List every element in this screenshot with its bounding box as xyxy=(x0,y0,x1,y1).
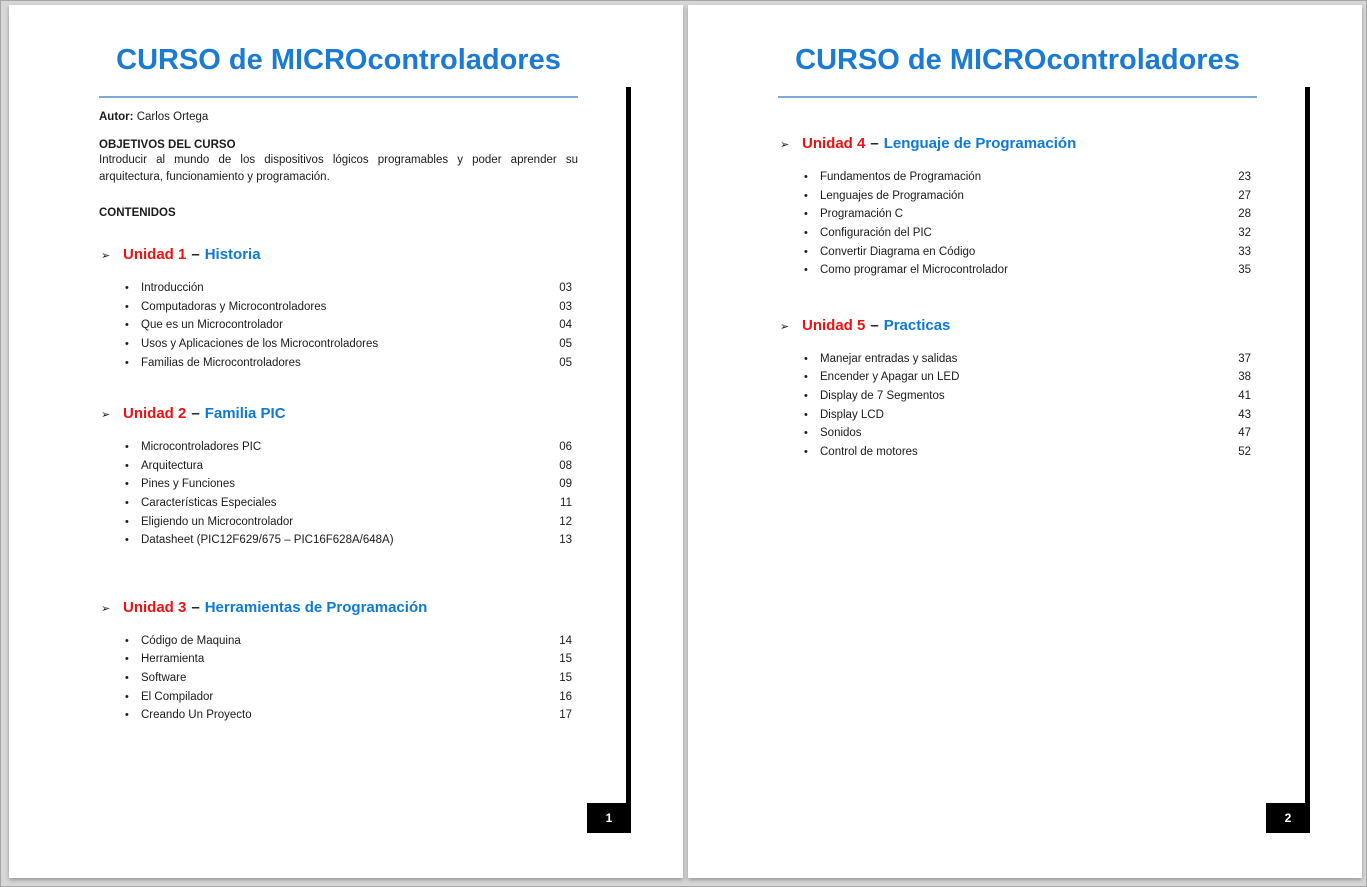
bullet-icon: • xyxy=(804,445,808,458)
arrow-bullet-icon: ➢ xyxy=(780,139,790,151)
page-title: CURSO de MICROcontroladores xyxy=(795,44,1240,76)
toc-item-page-number: 04 xyxy=(559,319,572,332)
arrow-bullet-icon: ➢ xyxy=(101,602,111,615)
bullet-icon: • xyxy=(125,534,129,547)
author-label: Autor: xyxy=(99,111,134,123)
toc-item-page-number: 32 xyxy=(1238,227,1251,240)
toc-section-unidad-3 xyxy=(99,598,578,725)
toc-item-page-number: 43 xyxy=(1238,408,1251,421)
unit-number: Unidad 1 xyxy=(123,246,187,263)
toc-item-page-number: 52 xyxy=(1238,445,1251,458)
toc-item-page-number: 35 xyxy=(1238,264,1251,277)
unit-number: Unidad 2 xyxy=(123,404,187,422)
toc-item-page-number: 03 xyxy=(559,300,572,313)
unit-dash: – xyxy=(191,404,200,422)
bullet-icon: • xyxy=(125,282,129,295)
toc-item-page-number: 16 xyxy=(559,690,572,703)
document-page-2[interactable] xyxy=(688,5,1362,878)
arrow-bullet-icon: ➢ xyxy=(101,250,111,262)
toc-item-row xyxy=(99,438,578,457)
toc-item-label: Lenguajes de Programación xyxy=(820,189,964,202)
toc-item-row xyxy=(778,387,1257,406)
toc-list xyxy=(778,350,1257,462)
arrow-bullet-icon: ➢ xyxy=(780,320,790,333)
bullet-icon: • xyxy=(804,264,808,277)
title-divider-rule xyxy=(99,96,578,98)
title-divider-rule xyxy=(778,96,1257,98)
bullet-icon: • xyxy=(125,478,129,491)
unit-topic: Historia xyxy=(204,246,261,263)
toc-item-row xyxy=(778,443,1257,462)
toc-item-page-number: 06 xyxy=(559,441,572,454)
unit-number: Unidad 4 xyxy=(802,135,866,152)
author-name: Carlos Ortega xyxy=(136,111,209,123)
toc-item-page-number: 05 xyxy=(559,338,572,351)
toc-item-label: Manejar entradas y salidas xyxy=(820,352,958,365)
unit-dash: – xyxy=(191,598,200,616)
bullet-icon: • xyxy=(804,371,808,384)
bullet-icon: • xyxy=(125,653,129,666)
unit-topic: Familia PIC xyxy=(204,404,286,422)
toc-item-row xyxy=(778,368,1257,387)
unit-number: Unidad 3 xyxy=(123,598,187,616)
unit-heading xyxy=(99,245,578,266)
toc-item-row xyxy=(778,205,1257,224)
unit-heading xyxy=(778,316,1257,337)
toc-item-page-number: 15 xyxy=(559,653,572,666)
toc-list xyxy=(99,279,578,372)
toc-item-page-number: 12 xyxy=(559,515,572,528)
bullet-icon: • xyxy=(125,356,129,369)
toc-item-label: Eligiendo un Microcontrolador xyxy=(141,515,294,528)
unit-topic: Lenguaje de Programación xyxy=(883,135,1077,152)
unit-topic: Practicas xyxy=(883,316,951,334)
toc-item-label: Control de motores xyxy=(820,445,918,458)
toc-item-row xyxy=(99,632,578,651)
toc-section-unidad-1 xyxy=(99,245,578,372)
toc-item-page-number: 14 xyxy=(559,634,572,647)
toc-item-label: Display de 7 Segmentos xyxy=(820,390,945,403)
toc-item-page-number: 15 xyxy=(559,672,572,685)
toc-item-row xyxy=(778,168,1257,187)
toc-item-label: Convertir Diagrama en Código xyxy=(820,245,976,258)
bullet-icon: • xyxy=(125,441,129,454)
bullet-icon: • xyxy=(804,427,808,440)
toc-item-label: Software xyxy=(141,672,187,685)
bullet-icon: • xyxy=(804,171,808,184)
toc-item-row xyxy=(99,475,578,494)
toc-item-page-number: 03 xyxy=(559,282,572,295)
toc-item-label: Microcontroladores PIC xyxy=(141,441,262,454)
toc-item-page-number: 28 xyxy=(1238,208,1251,221)
objectives-body: Introducir al mundo de los dispositivos lógicos programables y poder aprender su arquitectura, funcionamiento y programación. xyxy=(99,154,578,183)
unit-number: Unidad 5 xyxy=(802,316,866,334)
contents-heading: CONTENIDOS xyxy=(99,207,176,219)
toc-item-row xyxy=(99,457,578,476)
toc-item-label: Sonidos xyxy=(820,427,862,440)
toc-item-label: Pines y Funciones xyxy=(141,478,235,491)
unit-dash: – xyxy=(191,246,200,263)
page-1-content xyxy=(99,5,578,725)
toc-item-page-number: 23 xyxy=(1238,171,1251,184)
toc-item-label: Encender y Apagar un LED xyxy=(820,371,960,384)
toc-item-row xyxy=(778,187,1257,206)
bullet-icon: • xyxy=(125,690,129,703)
toc-section-unidad-4 xyxy=(778,134,1257,280)
toc-item-label: Usos y Aplicaciones de los Microcontroladores xyxy=(141,338,379,351)
bullet-icon: • xyxy=(804,390,808,403)
page-border-bar xyxy=(1305,87,1310,803)
toc-item-page-number: 33 xyxy=(1238,245,1251,258)
toc-item-label: Fundamentos de Programación xyxy=(820,171,982,184)
unit-dash: – xyxy=(870,316,879,334)
toc-item-label: El Compilador xyxy=(141,690,214,703)
arrow-bullet-icon: ➢ xyxy=(101,408,111,421)
toc-item-label: Código de Maquina xyxy=(141,634,241,647)
bullet-icon: • xyxy=(125,497,129,510)
bullet-icon: • xyxy=(125,300,129,313)
page-2-content xyxy=(778,5,1257,461)
toc-item-page-number: 27 xyxy=(1238,189,1251,202)
toc-item-page-number: 38 xyxy=(1238,371,1251,384)
page-number-badge: 2 xyxy=(1266,803,1310,833)
toc-item-page-number: 41 xyxy=(1238,390,1251,403)
unit-dash: – xyxy=(870,135,879,152)
toc-list xyxy=(99,632,578,725)
toc-item-row xyxy=(778,242,1257,261)
bullet-icon: • xyxy=(125,672,129,685)
toc-item-row xyxy=(99,512,578,531)
unit-heading xyxy=(778,134,1257,155)
bullet-icon: • xyxy=(804,408,808,421)
toc-item-label: Computadoras y Microcontroladores xyxy=(141,300,327,313)
unit-topic: Herramientas de Programación xyxy=(204,598,428,616)
toc-item-row xyxy=(778,424,1257,443)
toc-item-row xyxy=(778,224,1257,243)
toc-item-row xyxy=(99,531,578,550)
page-number-badge: 1 xyxy=(587,803,631,833)
bullet-icon: • xyxy=(804,189,808,202)
toc-item-label: Display LCD xyxy=(820,408,884,421)
toc-item-label: Creando Un Proyecto xyxy=(141,709,252,722)
toc-item-label: Introducción xyxy=(141,282,204,295)
bullet-icon: • xyxy=(804,352,808,365)
bullet-icon: • xyxy=(804,227,808,240)
toc-item-page-number: 09 xyxy=(559,478,572,491)
author-line xyxy=(99,111,578,123)
toc-item-row xyxy=(99,669,578,688)
bullet-icon: • xyxy=(125,709,129,722)
page-title: CURSO de MICROcontroladores xyxy=(116,44,561,76)
objectives-heading: OBJETIVOS DEL CURSO xyxy=(99,139,236,151)
unit-heading xyxy=(99,598,578,619)
toc-item-row xyxy=(99,335,578,354)
toc-item-page-number: 47 xyxy=(1238,427,1251,440)
unit-heading xyxy=(99,404,578,425)
bullet-icon: • xyxy=(125,634,129,647)
toc-item-row xyxy=(99,494,578,513)
bullet-icon: • xyxy=(804,208,808,221)
toc-section-unidad-2 xyxy=(99,404,578,550)
bullet-icon: • xyxy=(125,459,129,472)
toc-section-unidad-5 xyxy=(778,316,1257,462)
toc-item-row xyxy=(99,353,578,372)
toc-item-label: Programación C xyxy=(820,208,904,221)
bullet-icon: • xyxy=(125,515,129,528)
toc-item-page-number: 08 xyxy=(559,459,572,472)
toc-item-label: Como programar el Microcontrolador xyxy=(820,264,1008,277)
toc-item-label: Configuración del PIC xyxy=(820,227,932,240)
toc-item-label: Familias de Microcontroladores xyxy=(141,356,301,369)
toc-item-row xyxy=(778,405,1257,424)
toc-item-label: Herramienta xyxy=(141,653,205,666)
toc-item-row xyxy=(99,650,578,669)
toc-item-page-number: 13 xyxy=(559,534,572,547)
toc-item-row xyxy=(99,298,578,317)
bullet-icon: • xyxy=(804,245,808,258)
toc-item-page-number: 17 xyxy=(559,709,572,722)
toc-item-row xyxy=(99,279,578,298)
toc-item-row xyxy=(99,706,578,725)
toc-item-row xyxy=(778,350,1257,369)
page-border-bar xyxy=(626,87,631,803)
toc-item-page-number: 11 xyxy=(560,497,572,510)
toc-item-label: Características Especiales xyxy=(141,497,277,510)
toc-item-label: Arquitectura xyxy=(141,459,204,472)
document-page-1[interactable] xyxy=(9,5,683,878)
toc-item-label: Datasheet (PIC12F629/675 – PIC16F628A/648A) xyxy=(141,534,394,547)
bullet-icon: • xyxy=(125,338,129,351)
toc-item-row xyxy=(99,687,578,706)
toc-item-row xyxy=(99,316,578,335)
toc-item-page-number: 05 xyxy=(559,356,572,369)
toc-item-page-number: 37 xyxy=(1238,352,1251,365)
toc-list xyxy=(778,168,1257,280)
toc-item-label: Que es un Microcontrolador xyxy=(141,319,283,332)
toc-item-row xyxy=(778,261,1257,280)
toc-list xyxy=(99,438,578,550)
bullet-icon: • xyxy=(125,319,129,332)
